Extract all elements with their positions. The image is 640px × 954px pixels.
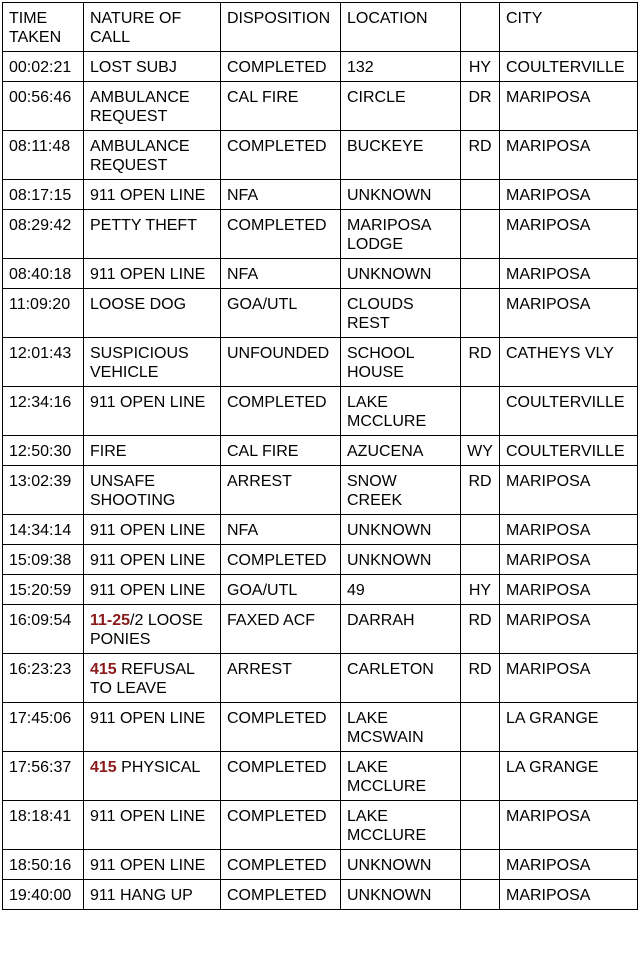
cell-nature-of-call — [84, 131, 221, 180]
cell-city: MARIPOSA — [500, 801, 638, 850]
nature-text: LOST SUBJ — [90, 59, 177, 76]
nature-text: 911 OPEN LINE — [90, 582, 206, 599]
table-row — [3, 289, 638, 338]
nature-text: /2 LOOSE PONIES — [90, 612, 203, 648]
nature-text: PHYSICAL — [116, 759, 201, 776]
nature-text: 911 OPEN LINE — [90, 266, 206, 283]
cell-disposition: COMPLETED — [221, 545, 341, 575]
cell-street-type — [461, 545, 500, 575]
cell-nature-of-call — [84, 703, 221, 752]
cell-city: MARIPOSA — [500, 82, 638, 131]
nature-text: REFUSAL TO LEAVE — [90, 661, 195, 697]
header-time-taken: TIME TAKEN — [3, 3, 84, 52]
cell-street-type — [461, 180, 500, 210]
header-row — [3, 3, 638, 52]
table-row — [3, 703, 638, 752]
cell-disposition: COMPLETED — [221, 880, 341, 910]
table-row — [3, 850, 638, 880]
cell-city: CATHEYS VLY — [500, 338, 638, 387]
cell-city: COULTERVILLE — [500, 52, 638, 82]
nature-text: 911 OPEN LINE — [90, 857, 206, 874]
table-row — [3, 515, 638, 545]
cell-time-taken: 00:02:21 — [3, 52, 84, 82]
cell-city: MARIPOSA — [500, 515, 638, 545]
cell-location: 49 — [341, 575, 461, 605]
cell-street-type: RD — [461, 338, 500, 387]
cell-disposition: GOA/UTL — [221, 575, 341, 605]
cell-city: MARIPOSA — [500, 654, 638, 703]
cell-location: CARLETON — [341, 654, 461, 703]
nature-text: 911 OPEN LINE — [90, 710, 206, 727]
table-row — [3, 180, 638, 210]
cell-location: MARIPOSA LODGE — [341, 210, 461, 259]
call-log-table — [2, 2, 638, 910]
cell-time-taken: 16:09:54 — [3, 605, 84, 654]
cell-nature-of-call — [84, 180, 221, 210]
cell-nature-of-call — [84, 387, 221, 436]
cell-nature-of-call — [84, 605, 221, 654]
cell-disposition: CAL FIRE — [221, 436, 341, 466]
cell-disposition: ARREST — [221, 466, 341, 515]
cell-street-type: WY — [461, 436, 500, 466]
cell-street-type — [461, 387, 500, 436]
cell-street-type: RD — [461, 131, 500, 180]
cell-time-taken: 18:50:16 — [3, 850, 84, 880]
cell-nature-of-call — [84, 752, 221, 801]
cell-time-taken: 17:45:06 — [3, 703, 84, 752]
cell-time-taken: 08:29:42 — [3, 210, 84, 259]
cell-disposition: NFA — [221, 515, 341, 545]
table-row — [3, 259, 638, 289]
cell-location: LAKE MCCLURE — [341, 801, 461, 850]
cell-nature-of-call — [84, 801, 221, 850]
cell-time-taken: 00:56:46 — [3, 82, 84, 131]
table-row — [3, 338, 638, 387]
cell-disposition: COMPLETED — [221, 52, 341, 82]
cell-city: MARIPOSA — [500, 466, 638, 515]
cell-disposition: ARREST — [221, 654, 341, 703]
table-row — [3, 131, 638, 180]
cell-disposition: COMPLETED — [221, 210, 341, 259]
cell-disposition: GOA/UTL — [221, 289, 341, 338]
header-nature-of-call: NATURE OF CALL — [84, 3, 221, 52]
cell-street-type — [461, 850, 500, 880]
cell-location: DARRAH — [341, 605, 461, 654]
cell-time-taken: 08:17:15 — [3, 180, 84, 210]
table-row — [3, 752, 638, 801]
nature-text: FIRE — [90, 443, 127, 460]
cell-time-taken: 15:09:38 — [3, 545, 84, 575]
cell-nature-of-call — [84, 880, 221, 910]
table-row — [3, 210, 638, 259]
cell-city: MARIPOSA — [500, 605, 638, 654]
header-disposition: DISPOSITION — [221, 3, 341, 52]
cell-city: MARIPOSA — [500, 131, 638, 180]
cell-city: MARIPOSA — [500, 210, 638, 259]
cell-location: LAKE MCCLURE — [341, 387, 461, 436]
cell-time-taken: 18:18:41 — [3, 801, 84, 850]
cell-disposition: COMPLETED — [221, 703, 341, 752]
nature-text: 911 HANG UP — [90, 887, 193, 904]
cell-location: SNOW CREEK — [341, 466, 461, 515]
cell-nature-of-call — [84, 466, 221, 515]
cell-city: MARIPOSA — [500, 850, 638, 880]
cell-time-taken: 08:11:48 — [3, 131, 84, 180]
call-code: 11-25 — [90, 612, 131, 629]
call-code: 415 — [90, 759, 117, 776]
nature-text: 911 OPEN LINE — [90, 394, 206, 411]
cell-street-type: DR — [461, 82, 500, 131]
cell-disposition: CAL FIRE — [221, 82, 341, 131]
cell-location: UNKNOWN — [341, 850, 461, 880]
table-row — [3, 605, 638, 654]
cell-street-type: HY — [461, 575, 500, 605]
cell-nature-of-call — [84, 338, 221, 387]
cell-nature-of-call — [84, 575, 221, 605]
cell-city: COULTERVILLE — [500, 387, 638, 436]
cell-location: UNKNOWN — [341, 180, 461, 210]
nature-text: UNSAFE SHOOTING — [90, 473, 176, 509]
call-code: 415 — [90, 661, 117, 678]
nature-text: AMBULANCE REQUEST — [90, 138, 190, 174]
cell-time-taken: 16:23:23 — [3, 654, 84, 703]
cell-nature-of-call — [84, 210, 221, 259]
table-row — [3, 82, 638, 131]
table-row — [3, 801, 638, 850]
cell-city: MARIPOSA — [500, 259, 638, 289]
cell-city: MARIPOSA — [500, 575, 638, 605]
nature-text: 911 OPEN LINE — [90, 552, 206, 569]
cell-location: UNKNOWN — [341, 515, 461, 545]
cell-street-type — [461, 752, 500, 801]
cell-nature-of-call — [84, 289, 221, 338]
cell-street-type — [461, 515, 500, 545]
table-row — [3, 52, 638, 82]
table-row — [3, 545, 638, 575]
cell-time-taken: 14:34:14 — [3, 515, 84, 545]
cell-location: BUCKEYE — [341, 131, 461, 180]
nature-text: 911 OPEN LINE — [90, 187, 206, 204]
cell-location: CLOUDS REST — [341, 289, 461, 338]
cell-street-type — [461, 703, 500, 752]
cell-location: UNKNOWN — [341, 259, 461, 289]
cell-location: LAKE MCCLURE — [341, 752, 461, 801]
nature-text: AMBULANCE REQUEST — [90, 89, 190, 125]
cell-time-taken: 13:02:39 — [3, 466, 84, 515]
cell-city: COULTERVILLE — [500, 436, 638, 466]
table-row — [3, 575, 638, 605]
header-city: CITY — [500, 3, 638, 52]
cell-nature-of-call — [84, 436, 221, 466]
cell-street-type — [461, 210, 500, 259]
cell-time-taken: 17:56:37 — [3, 752, 84, 801]
cell-city: LA GRANGE — [500, 703, 638, 752]
table-row — [3, 466, 638, 515]
cell-city: MARIPOSA — [500, 880, 638, 910]
cell-time-taken: 08:40:18 — [3, 259, 84, 289]
cell-nature-of-call — [84, 545, 221, 575]
cell-time-taken: 15:20:59 — [3, 575, 84, 605]
cell-nature-of-call — [84, 850, 221, 880]
cell-street-type: HY — [461, 52, 500, 82]
table-row — [3, 880, 638, 910]
cell-street-type — [461, 880, 500, 910]
cell-location: SCHOOL HOUSE — [341, 338, 461, 387]
nature-text: 911 OPEN LINE — [90, 522, 206, 539]
cell-city: LA GRANGE — [500, 752, 638, 801]
cell-nature-of-call — [84, 259, 221, 289]
cell-disposition: NFA — [221, 259, 341, 289]
cell-street-type — [461, 801, 500, 850]
cell-street-type — [461, 259, 500, 289]
header-location: LOCATION — [341, 3, 461, 52]
cell-time-taken: 12:34:16 — [3, 387, 84, 436]
cell-street-type — [461, 289, 500, 338]
cell-disposition: UNFOUNDED — [221, 338, 341, 387]
cell-location: UNKNOWN — [341, 880, 461, 910]
cell-nature-of-call — [84, 52, 221, 82]
cell-disposition: NFA — [221, 180, 341, 210]
table-row — [3, 387, 638, 436]
cell-street-type: RD — [461, 654, 500, 703]
cell-location: LAKE MCSWAIN — [341, 703, 461, 752]
nature-text: LOOSE DOG — [90, 296, 187, 313]
cell-disposition: COMPLETED — [221, 850, 341, 880]
nature-text: PETTY THEFT — [90, 217, 197, 234]
header-street-type — [461, 3, 500, 52]
cell-location: CIRCLE — [341, 82, 461, 131]
cell-location: AZUCENA — [341, 436, 461, 466]
cell-time-taken: 12:50:30 — [3, 436, 84, 466]
table-row — [3, 436, 638, 466]
cell-disposition: COMPLETED — [221, 131, 341, 180]
cell-location: UNKNOWN — [341, 545, 461, 575]
cell-nature-of-call — [84, 515, 221, 545]
nature-text: SUSPICIOUS VEHICLE — [90, 345, 189, 381]
cell-disposition: FAXED ACF — [221, 605, 341, 654]
cell-street-type: RD — [461, 605, 500, 654]
nature-text: 911 OPEN LINE — [90, 808, 206, 825]
cell-city: MARIPOSA — [500, 180, 638, 210]
cell-disposition: COMPLETED — [221, 387, 341, 436]
cell-nature-of-call — [84, 654, 221, 703]
cell-location: 132 — [341, 52, 461, 82]
table-row — [3, 654, 638, 703]
cell-time-taken: 19:40:00 — [3, 880, 84, 910]
cell-disposition: COMPLETED — [221, 752, 341, 801]
cell-time-taken: 12:01:43 — [3, 338, 84, 387]
cell-time-taken: 11:09:20 — [3, 289, 84, 338]
cell-city: MARIPOSA — [500, 289, 638, 338]
cell-nature-of-call — [84, 82, 221, 131]
cell-street-type: RD — [461, 466, 500, 515]
cell-disposition: COMPLETED — [221, 801, 341, 850]
cell-city: MARIPOSA — [500, 545, 638, 575]
